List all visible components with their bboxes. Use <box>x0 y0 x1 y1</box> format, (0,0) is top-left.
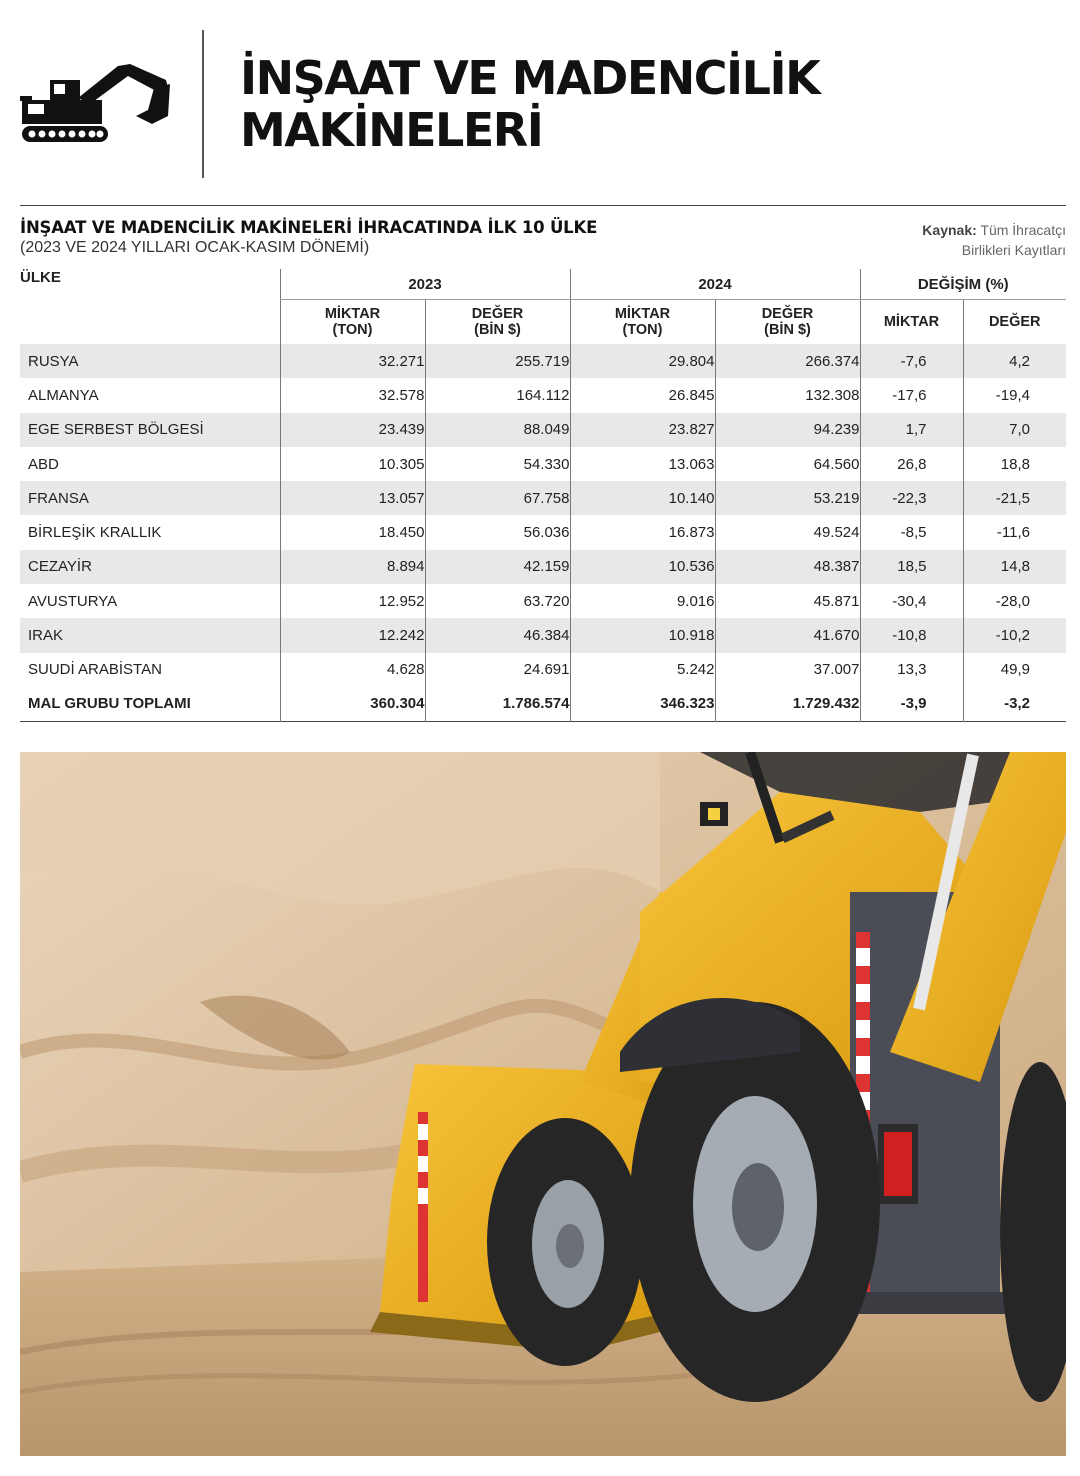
cell-country: CEZAYİR <box>28 558 92 576</box>
cell-country: AVUSTURYA <box>28 592 118 610</box>
table-row <box>20 515 1066 549</box>
source-line-1: Tüm İhracatçı <box>980 222 1066 238</box>
cell-change-qty: -30,4 <box>860 584 963 618</box>
cell-change-qty: 18,5 <box>860 550 963 584</box>
cell-change-val: 49,9 <box>963 653 1066 687</box>
cell-change-val: 14,8 <box>963 550 1066 584</box>
cell-val-2023: 24.691 <box>425 653 570 687</box>
cell-change-qty: -8,5 <box>860 515 963 549</box>
cell-qty-2023: 23.439 <box>280 413 425 447</box>
excavator-icon <box>18 58 173 148</box>
cell-qty-2023: 13.057 <box>280 481 425 515</box>
cell-country: ALMANYA <box>28 386 99 404</box>
cell-qty-2023: 8.894 <box>280 550 425 584</box>
column-group-change: DEĞİŞİM (%) <box>860 269 1066 300</box>
cell-change-qty: 13,3 <box>860 653 963 687</box>
table-row <box>20 618 1066 652</box>
source-label: Kaynak: <box>922 222 977 238</box>
cell-qty-2023: 10.305 <box>280 447 425 481</box>
table-row <box>20 550 1066 584</box>
cell-qty-2024: 29.804 <box>570 344 715 378</box>
cell-val-2024: 53.219 <box>715 481 860 515</box>
cell-change-qty: -3,9 <box>860 687 963 721</box>
page-title-line-2: MAKİNELERİ <box>240 103 543 157</box>
cell-country: FRANSA <box>28 489 89 507</box>
cell-val-2024: 132.308 <box>715 378 860 412</box>
table-row <box>20 653 1066 687</box>
cell-qty-2023: 32.271 <box>280 344 425 378</box>
table-row <box>20 447 1066 481</box>
cell-qty-2024: 5.242 <box>570 653 715 687</box>
cell-change-val: 7,0 <box>963 413 1066 447</box>
cell-qty-2023: 12.242 <box>280 618 425 652</box>
cell-qty-2024: 9.016 <box>570 584 715 618</box>
table-row <box>20 378 1066 412</box>
cell-change-val: 4,2 <box>963 344 1066 378</box>
cell-qty-2024: 13.063 <box>570 447 715 481</box>
cell-val-2024: 37.007 <box>715 653 860 687</box>
column-header-change-val: DEĞER <box>963 300 1066 345</box>
backhoe-loader-photo <box>20 752 1066 1456</box>
cell-val-2023: 54.330 <box>425 447 570 481</box>
cell-change-val: -11,6 <box>963 515 1066 549</box>
column-header-val-2023: DEĞER (BİN $) <box>425 300 570 345</box>
cell-val-2023: 88.049 <box>425 413 570 447</box>
cell-val-2024: 45.871 <box>715 584 860 618</box>
cell-val-2024: 49.524 <box>715 515 860 549</box>
column-header-val-2024: DEĞER (BİN $) <box>715 300 860 345</box>
column-header-qty-2023: MİKTAR (TON) <box>280 300 425 345</box>
column-header-qty-2024: MİKTAR (TON) <box>570 300 715 345</box>
cell-change-qty: -10,8 <box>860 618 963 652</box>
table-row <box>20 481 1066 515</box>
cell-qty-2023: 18.450 <box>280 515 425 549</box>
cell-change-val: -28,0 <box>963 584 1066 618</box>
cell-val-2023: 42.159 <box>425 550 570 584</box>
cell-val-2024: 41.670 <box>715 618 860 652</box>
cell-qty-2023: 32.578 <box>280 378 425 412</box>
cell-country: SUUDİ ARABİSTAN <box>28 661 162 679</box>
cell-val-2024: 48.387 <box>715 550 860 584</box>
cell-change-qty: 1,7 <box>860 413 963 447</box>
header-divider <box>202 30 204 178</box>
cell-qty-2023: 12.952 <box>280 584 425 618</box>
cell-val-2023: 1.786.574 <box>425 687 570 721</box>
cell-change-val: -10,2 <box>963 618 1066 652</box>
cell-val-2024: 94.239 <box>715 413 860 447</box>
cell-change-val: 18,8 <box>963 447 1066 481</box>
cell-change-qty: -17,6 <box>860 378 963 412</box>
cell-val-2024: 1.729.432 <box>715 687 860 721</box>
table-subtitle: (2023 VE 2024 YILLARI OCAK-KASIM DÖNEMİ) <box>20 239 370 256</box>
cell-change-qty: -7,6 <box>860 344 963 378</box>
cell-change-val: -3,2 <box>963 687 1066 721</box>
cell-val-2023: 63.720 <box>425 584 570 618</box>
cell-qty-2024: 10.536 <box>570 550 715 584</box>
column-header-country: ÜLKE <box>20 269 61 286</box>
table-total-row <box>20 687 1066 721</box>
page-header <box>0 0 1080 190</box>
table-row <box>20 413 1066 447</box>
cell-qty-2024: 16.873 <box>570 515 715 549</box>
cell-country: ABD <box>28 455 59 473</box>
export-table <box>20 269 1066 722</box>
cell-val-2023: 255.719 <box>425 344 570 378</box>
cell-change-qty: -22,3 <box>860 481 963 515</box>
cell-country: BİRLEŞİK KRALLIK <box>28 524 162 542</box>
page-title-line-1: İNŞAAT VE MADENCİLİK <box>240 51 820 105</box>
source-note <box>922 220 1066 260</box>
table-title: İNŞAAT VE MADENCİLİK MAKİNELERİ İHRACATINDA İLK 10 ÜLKE <box>20 218 598 237</box>
cell-country: MAL GRUBU TOPLAMI <box>28 695 191 713</box>
cell-change-val: -21,5 <box>963 481 1066 515</box>
cell-val-2023: 67.758 <box>425 481 570 515</box>
cell-change-qty: 26,8 <box>860 447 963 481</box>
cell-qty-2024: 10.140 <box>570 481 715 515</box>
column-group-2023: 2023 <box>280 269 570 300</box>
table-row <box>20 344 1066 378</box>
cell-qty-2024: 23.827 <box>570 413 715 447</box>
cell-val-2023: 164.112 <box>425 378 570 412</box>
cell-country: EGE SERBEST BÖLGESİ <box>28 421 204 439</box>
cell-qty-2024: 346.323 <box>570 687 715 721</box>
cell-qty-2024: 26.845 <box>570 378 715 412</box>
column-group-2024: 2024 <box>570 269 860 300</box>
cell-country: IRAK <box>28 627 64 645</box>
column-header-change-qty: MİKTAR <box>860 300 963 345</box>
page-title <box>240 52 819 156</box>
cell-val-2023: 56.036 <box>425 515 570 549</box>
source-line-2: Birlikleri Kayıtları <box>961 242 1066 258</box>
table-row <box>20 584 1066 618</box>
cell-val-2024: 266.374 <box>715 344 860 378</box>
section-rule <box>20 205 1066 206</box>
cell-qty-2023: 360.304 <box>280 687 425 721</box>
cell-country: RUSYA <box>28 352 79 370</box>
cell-qty-2023: 4.628 <box>280 653 425 687</box>
cell-change-val: -19,4 <box>963 378 1066 412</box>
cell-val-2023: 46.384 <box>425 618 570 652</box>
cell-val-2024: 64.560 <box>715 447 860 481</box>
cell-qty-2024: 10.918 <box>570 618 715 652</box>
